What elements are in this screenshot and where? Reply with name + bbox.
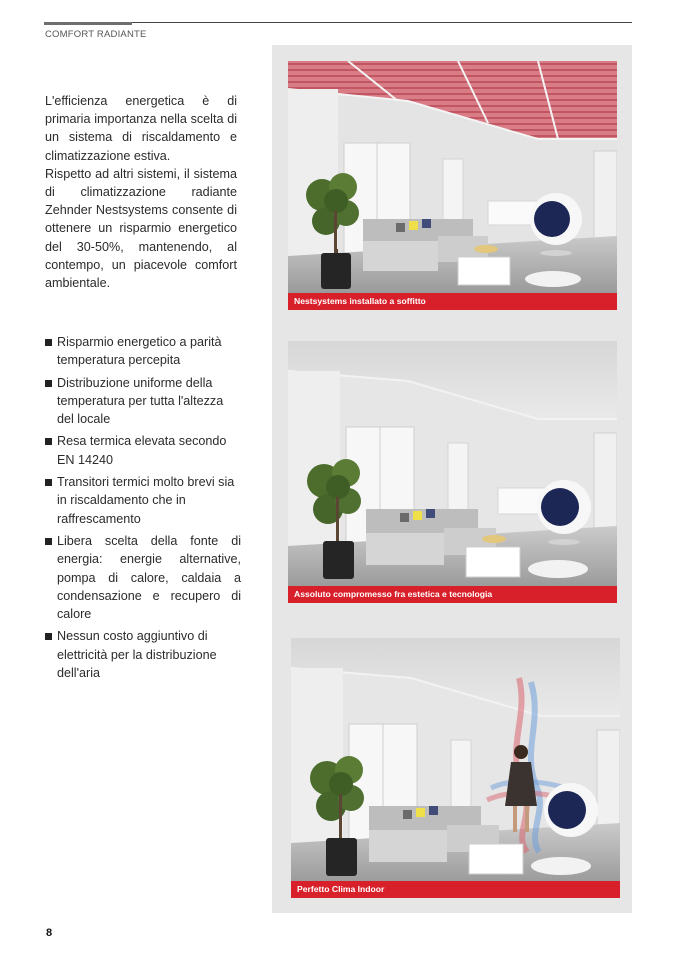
intro-paragraph-2: Rispetto ad altri sistemi, il sistema di climatizzazione radiante Zehnder Nestsystems consente di ottenere un risparmio energetico del 30-50%, mantenendo, al contempo, un piacevole comfort ambientale. — [45, 166, 237, 291]
square-bullet-icon — [45, 538, 52, 545]
intro-paragraph-1: L'efficienza energetica è di primaria importanza nella scelta di un sistema di riscaldamento e climatizzazione estiva. — [45, 94, 237, 163]
square-bullet-icon — [45, 339, 52, 346]
photo-caption: Nestsystems installato a soffitto — [288, 293, 617, 310]
list-item — [45, 333, 241, 370]
list-item-text: Nessun costo aggiuntivo di elettricità per la distribuzione dell'aria — [57, 629, 217, 681]
photo-caption: Assoluto compromesso fra estetica e tecnologia — [288, 586, 617, 603]
room-illustration — [291, 638, 620, 898]
photo-aesthetics-technology — [288, 341, 617, 603]
header-accent-bar — [44, 22, 132, 25]
intro-text — [45, 92, 237, 292]
list-item — [45, 432, 241, 469]
photo-ceiling-installation — [288, 61, 617, 310]
room-illustration — [288, 61, 617, 310]
list-item-text: Risparmio energetico a parità temperatura percepita — [57, 335, 222, 368]
list-item-text: Distribuzione uniforme della temperatura per tutta l'altezza del locale — [57, 375, 224, 427]
list-item — [45, 473, 241, 528]
list-item — [45, 627, 241, 682]
list-item — [45, 374, 241, 429]
list-item-text: Libera scelta della fonte di energia: energie alternative, pompa di calore, caldaia a condensazione e recupero di calore — [57, 533, 241, 622]
page-number: 8 — [46, 927, 53, 939]
square-bullet-icon — [45, 479, 52, 486]
photo-caption: Perfetto Clima Indoor — [291, 881, 620, 898]
square-bullet-icon — [45, 438, 52, 445]
square-bullet-icon — [45, 380, 52, 387]
header-rule — [44, 22, 632, 23]
list-item-text: Resa termica elevata secondo EN 14240 — [57, 434, 227, 467]
section-label: COMFORT RADIANTE — [45, 29, 147, 40]
list-item — [45, 532, 241, 623]
photo-indoor-climate — [291, 638, 620, 898]
square-bullet-icon — [45, 633, 52, 640]
room-illustration — [288, 341, 617, 603]
benefits-list — [45, 333, 241, 686]
list-item-text: Transitori termici molto brevi sia in riscaldamento che in raffrescamento — [57, 475, 235, 526]
